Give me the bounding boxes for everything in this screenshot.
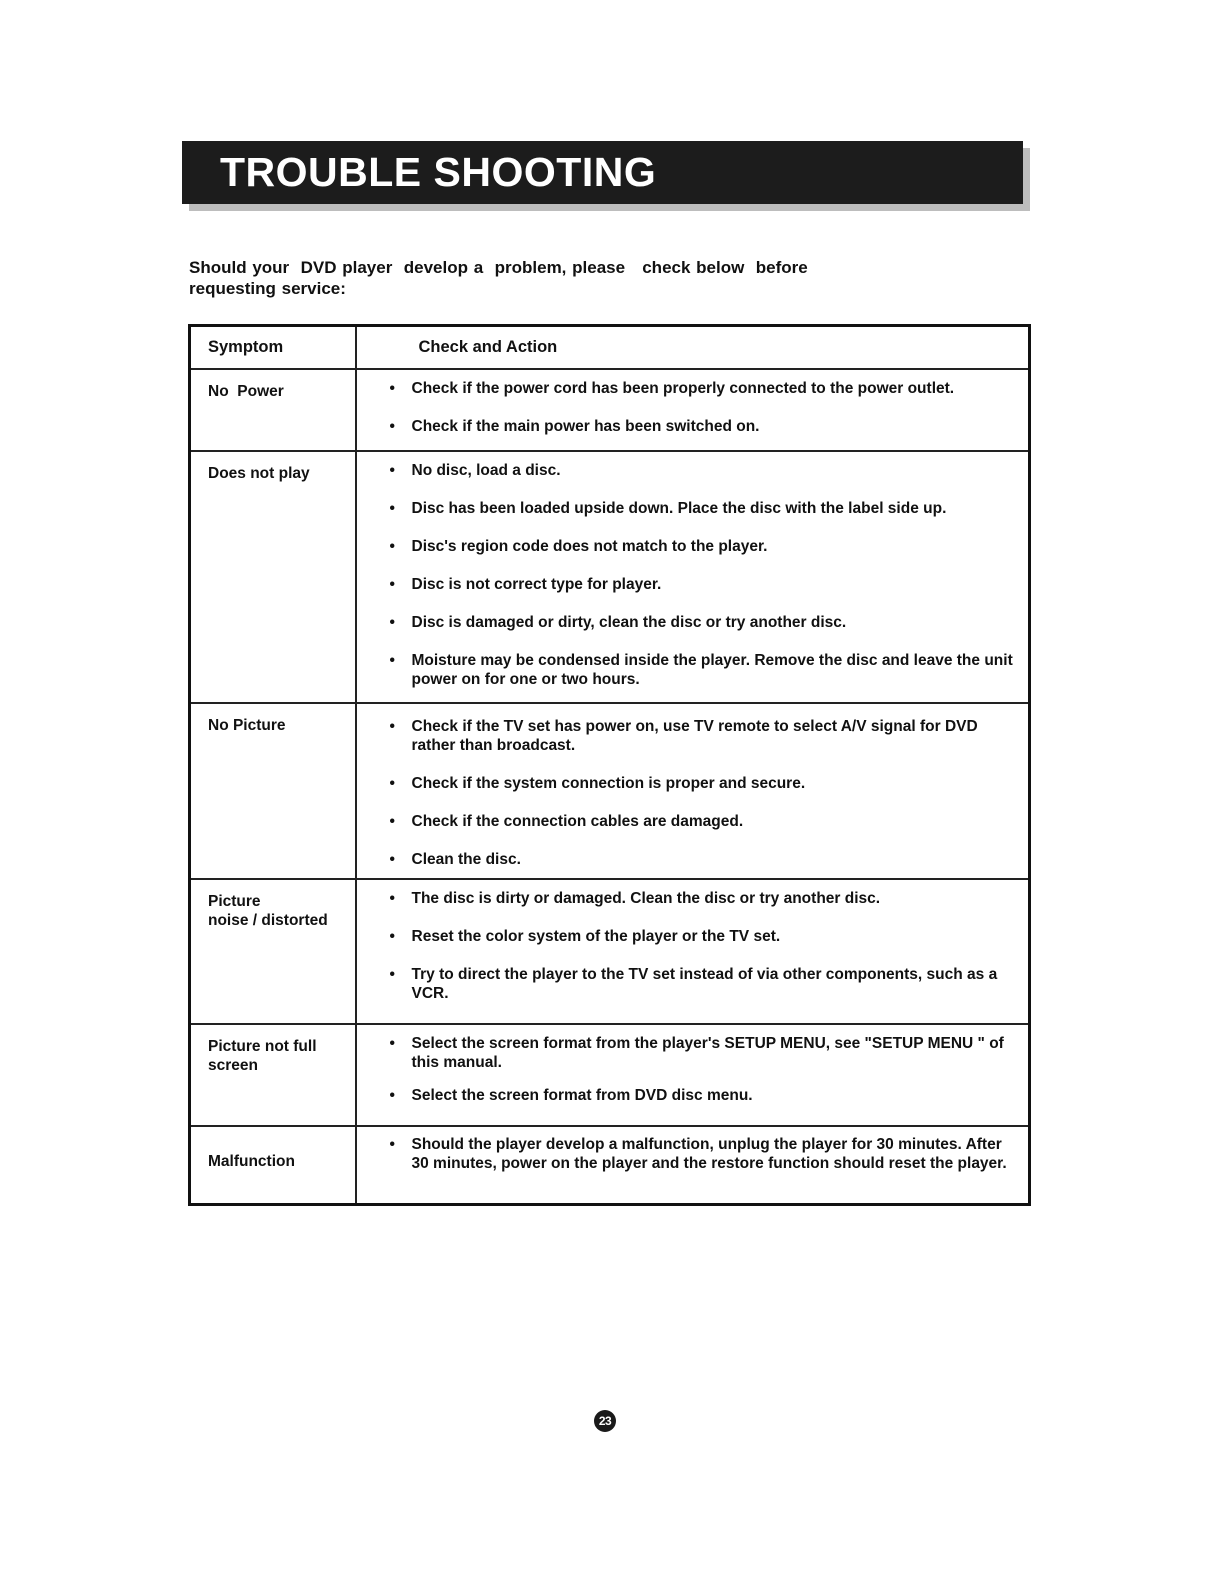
symptom-cell — [190, 369, 356, 451]
bullet-icon: • — [389, 1035, 395, 1052]
symptom-label-line-1: Picture not full — [208, 1038, 317, 1055]
symptom-label: No Power — [208, 383, 284, 400]
symptom-label: No Picture — [208, 717, 286, 734]
action-item: • Disc is not correct type for player. — [389, 576, 662, 593]
table-row — [190, 1126, 1030, 1204]
bullet-icon: • — [389, 380, 395, 397]
action-item: • Clean the disc. — [389, 851, 521, 868]
header-symptom: Symptom — [190, 326, 356, 370]
bullet-icon: • — [389, 928, 395, 945]
symptom-label: Does not play — [208, 465, 310, 482]
bullet-icon: • — [389, 890, 395, 907]
bullet-icon: • — [389, 966, 395, 983]
intro-line-1: Should your DVD player develop a problem, please check below before — [189, 258, 808, 277]
action-item: • Disc has been loaded upside down. Place the disc with the label side up. — [389, 500, 947, 517]
action-item: • Reset the color system of the player or the TV set. — [389, 928, 781, 945]
action-item: • Disc's region code does not match to the player. — [389, 538, 768, 555]
action-item: • No disc, load a disc. — [389, 462, 561, 479]
symptom-cell — [190, 879, 356, 1024]
action-cell — [356, 1126, 1030, 1204]
page-title: TROUBLE SHOOTING — [220, 149, 657, 195]
action-cell — [356, 1024, 1030, 1126]
table-row — [190, 451, 1030, 703]
action-item: • Select the screen format from DVD disc menu. — [389, 1087, 753, 1104]
symptom-cell — [190, 1024, 356, 1126]
table-row — [190, 1024, 1030, 1126]
table-row — [190, 369, 1030, 451]
symptom-label-line-2: noise / distorted — [208, 912, 328, 929]
bullet-icon: • — [389, 813, 395, 830]
bullet-icon: • — [389, 576, 395, 593]
table-row — [190, 703, 1030, 879]
action-item: • The disc is dirty or damaged. Clean the disc or try another disc. — [389, 890, 881, 907]
table-header-row — [190, 326, 1030, 370]
action-cell — [356, 703, 1030, 879]
bullet-icon: • — [389, 851, 395, 868]
symptom-cell — [190, 451, 356, 703]
page-number: 23 — [594, 1410, 616, 1432]
action-item: • Check if the system connection is proper and secure. — [389, 775, 806, 792]
bullet-icon: • — [389, 1087, 395, 1104]
symptom-label-line-2: screen — [208, 1057, 258, 1074]
title-bar — [182, 141, 1023, 204]
action-item: • Check if the power cord has been properly connected to the power outlet. — [389, 380, 955, 397]
action-cell — [356, 451, 1030, 703]
bullet-icon: • — [389, 538, 395, 555]
action-item: • Check if the connection cables are damaged. — [389, 813, 744, 830]
bullet-icon: • — [389, 718, 395, 735]
bullet-icon: • — [389, 500, 395, 517]
intro-line-2: requesting service: — [189, 279, 346, 298]
bullet-icon: • — [389, 1136, 395, 1153]
table-row — [190, 879, 1030, 1024]
bullet-icon: • — [389, 775, 395, 792]
bullet-icon: • — [389, 418, 395, 435]
symptom-label: Malfunction — [208, 1153, 295, 1171]
action-item: • Try to direct the player to the TV set instead of via other components, such as a VCR. — [389, 966, 998, 1002]
symptom-cell — [190, 703, 356, 879]
troubleshooting-table — [188, 324, 1031, 1206]
header-check-action: Check and Action — [356, 326, 1030, 370]
action-item: • Check if the main power has been switched on. — [389, 418, 760, 435]
action-item: • Should the player develop a malfunction, unplug the player for 30 minutes. After 30 minutes, power on the player and the restore function should reset the player. — [389, 1136, 1007, 1172]
bullet-icon: • — [389, 614, 395, 631]
action-item: • Select the screen format from the player's SETUP MENU, see "SETUP MENU " of this manual. — [389, 1035, 1004, 1071]
action-item: • Check if the TV set has power on, use TV remote to select A/V signal for DVD rather than broadcast. — [389, 718, 978, 754]
action-item: • Disc is damaged or dirty, clean the disc or try another disc. — [389, 614, 847, 631]
bullet-icon: • — [389, 652, 395, 669]
action-cell — [356, 879, 1030, 1024]
action-item: • Moisture may be condensed inside the player. Remove the disc and leave the unit power on for one or two hours. — [389, 652, 1013, 688]
symptom-cell — [190, 1126, 356, 1204]
bullet-icon: • — [389, 462, 395, 479]
action-cell — [356, 369, 1030, 451]
symptom-label-line-1: Picture — [208, 893, 261, 910]
intro-text — [189, 257, 889, 299]
